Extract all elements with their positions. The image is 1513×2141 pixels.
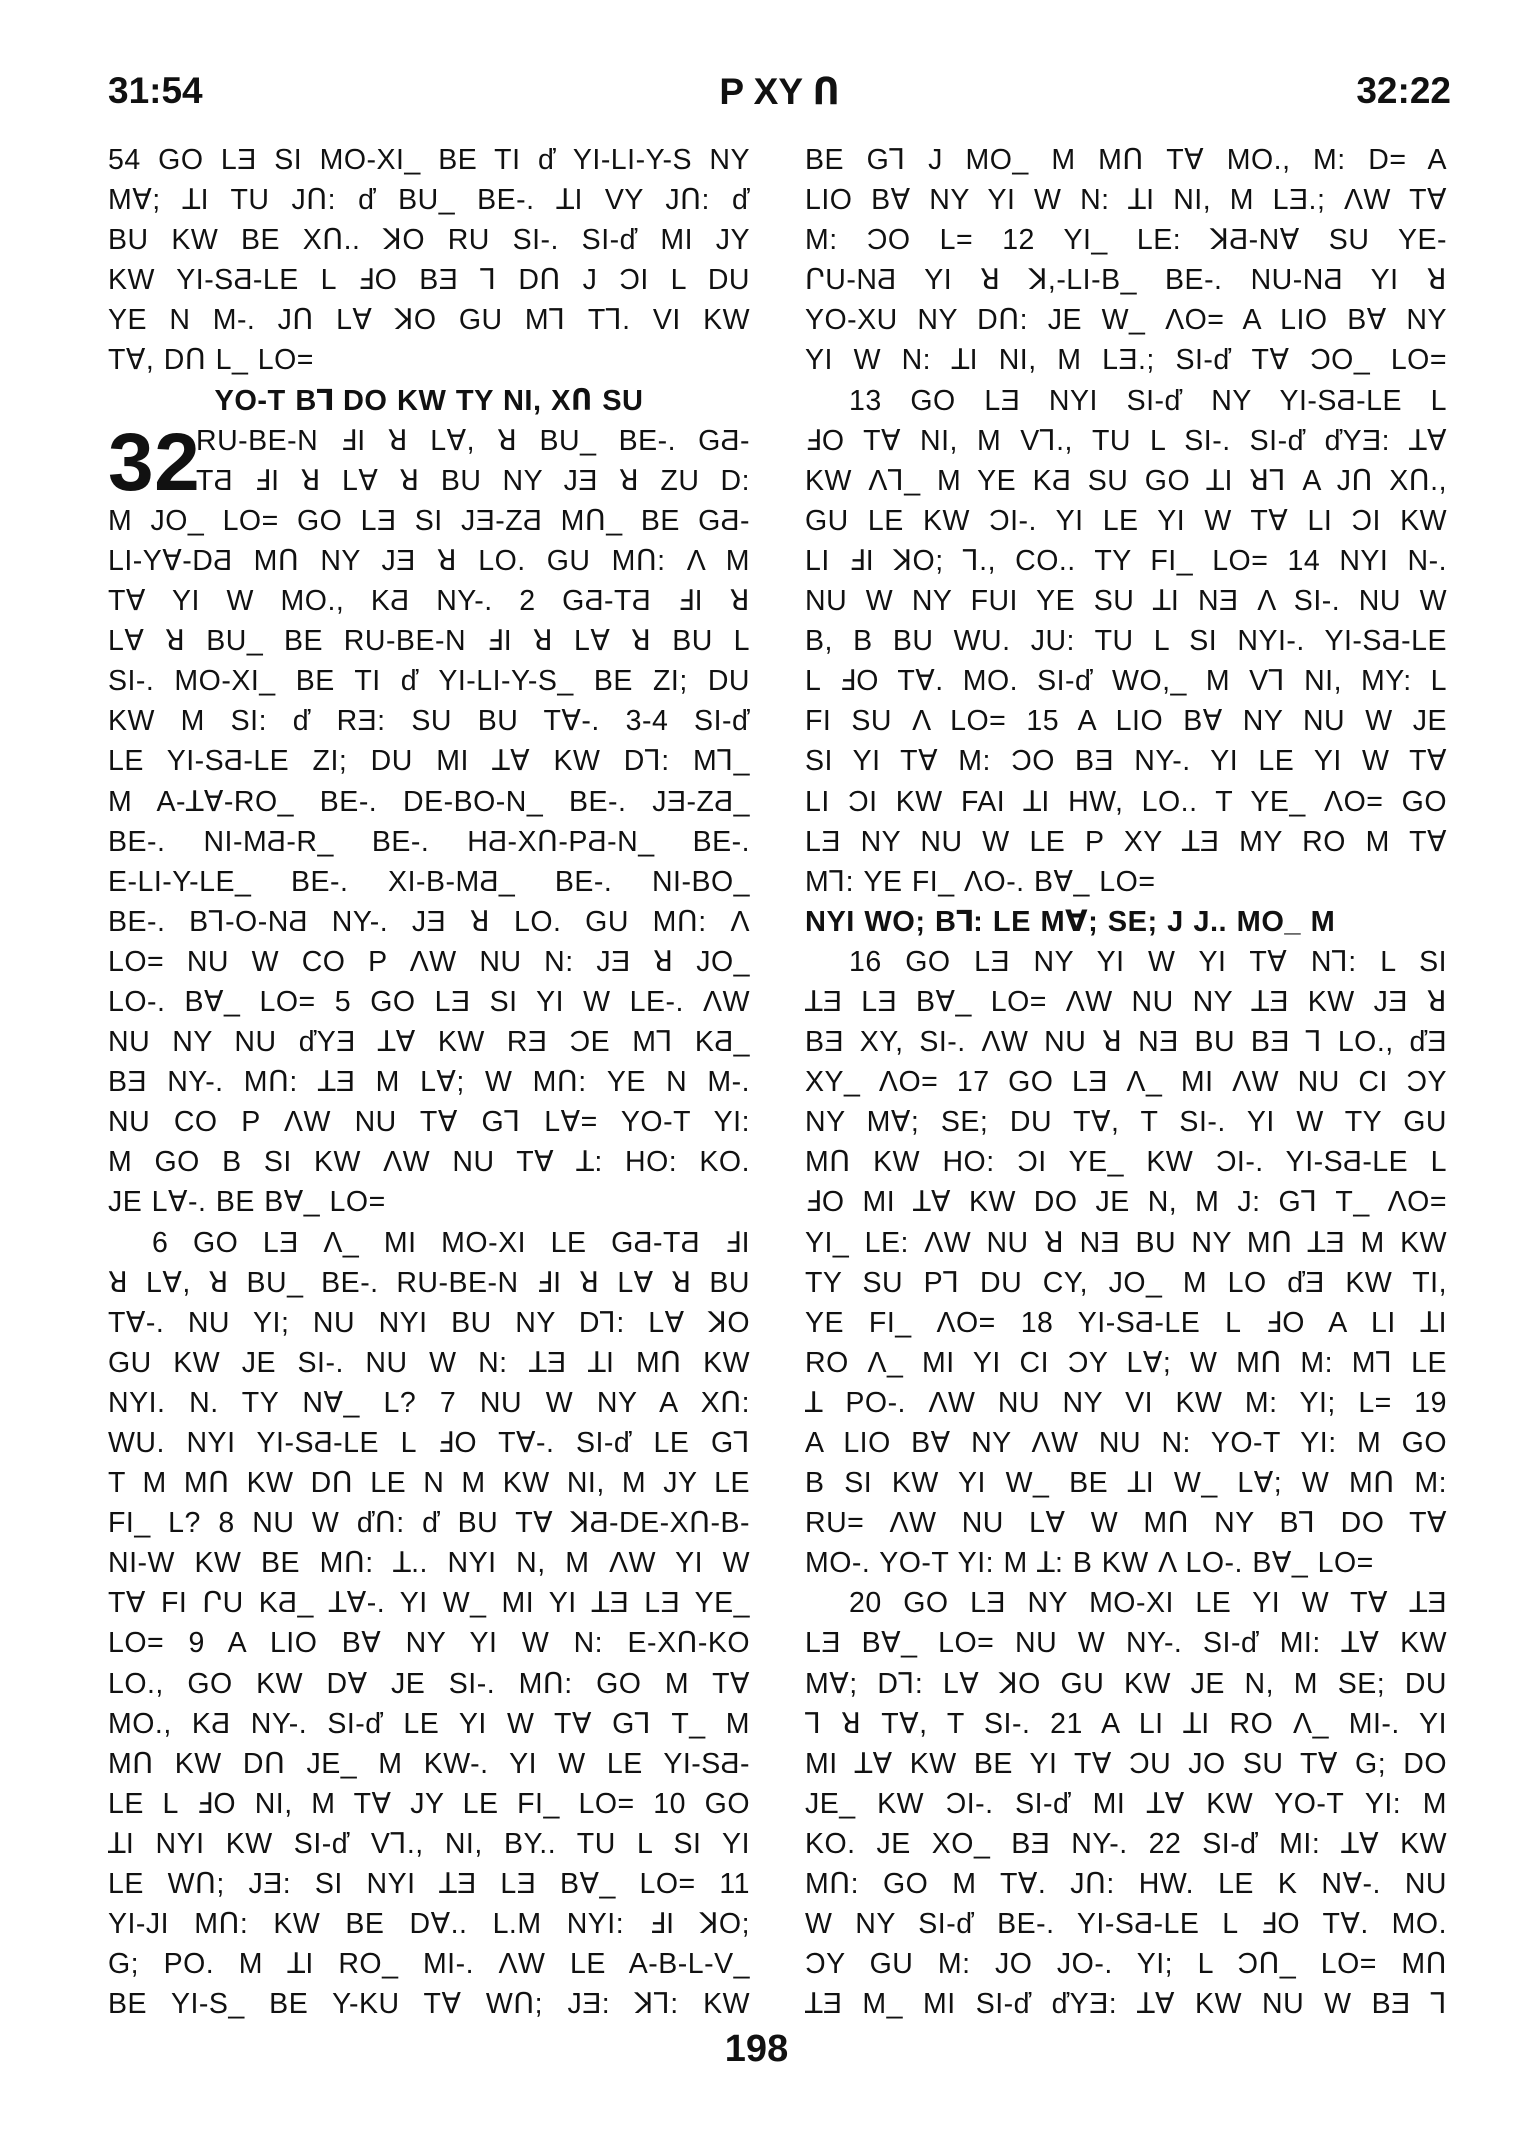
text-line: MՈ KW DՈ JE_ M KW-. YI W LE YI-SƋ-	[108, 1747, 750, 1780]
text-line: LE WՈ; JƎ: SI NYI ꓕƎ LƎ BⱯ_ LO= 11	[108, 1868, 750, 1901]
header-book-title: P XY Ո	[719, 71, 840, 112]
text-line: BU KW BE XՈ.. ꓘO RU SI-. SI-ď MI JY	[108, 224, 750, 257]
chapter-block	[108, 416, 750, 508]
text-line: BƎ XY, SI-. ΛW NU ꓤ NƎ BU BƎ ꓶ LO., ďƎ	[805, 1026, 1447, 1059]
text-line: A LIO BⱯ NY ΛW NU N: YO-T YI: M GO	[805, 1427, 1447, 1459]
text-line: M A-ꓕⱯ-RO_ BE-. DE-BO-N_ BE-. JƎ-ZƋ_	[108, 785, 750, 818]
text-line: 16 GO LƎ NY YI W YI TⱯ Nꓶ: L SI	[849, 945, 1447, 978]
text-line: MO-. YO-T YI: M ꓕ: B KW Λ LO-. BⱯ_ LO=	[805, 1547, 1374, 1580]
text-line: TⱯ, DՈ L_ LO=	[108, 344, 314, 377]
text-line: KW M SI: ď RƎ: SU BU TⱯ-. 3-4 SI-ď	[108, 705, 750, 738]
text-line: MⱯ; ꓕI TU JՈ: ď BU_ BE-. ꓕI VY JՈ: ď	[108, 184, 750, 217]
text-line: KO. JE XO_ BƎ NY-. 22 SI-ď MI: ꓕⱯ KW	[805, 1827, 1447, 1860]
text-line: TY SU Pꓶ DU CY, JO_ M LO ďƎ KW TI,	[805, 1266, 1447, 1299]
text-line: LI-YⱯ-DƋ MՈ NY JƎ ꓤ LO. GU MՈ: Λ M	[108, 544, 750, 577]
text-line: TƋ ꓞI ꓤ LⱯ ꓤ BU NY JƎ ꓤ ZU D:	[196, 464, 750, 497]
text-line: SI YI TⱯ M: ƆO BƎ NY-. YI LE YI W TⱯ	[805, 745, 1447, 778]
text-line: LO= NU W CO P ΛW NU N: JƎ ꓤ JO_	[108, 945, 750, 978]
text-line: FI_ L? 8 NU W ďՈ: ď BU TⱯ ꓘƋ-DE-XՈ-B-	[108, 1507, 750, 1540]
text-line: ꓶ ꓤ TⱯ, T SI-. 21 A LI ꓕI RO Λ_ MI-. YI	[805, 1707, 1447, 1740]
text-line: MI ꓕⱯ KW BE YI TⱯ ƆU JO SU TⱯ G; DO	[805, 1747, 1447, 1780]
section-heading: NYI WO; Bꓶ: LE MⱯ; SE; J J.. MO_ M	[805, 905, 1336, 938]
text-line: LI ꓞI ꓘO; ꓶ., CO.. TY FI_ LO= 14 NYI N-.	[805, 544, 1447, 577]
text-line: MՈ KW HO: ƆI YE_ KW ƆI-. YI-SƋ-LE L	[805, 1146, 1447, 1179]
text-line: ꓕƎ LƎ BⱯ_ LO= ΛW NU NY ꓕƎ KW JƎ ꓤ	[805, 985, 1447, 1018]
text-line: MՈ: GO M TⱯ. JՈ: HW. LE K NⱯ-. NU	[805, 1868, 1447, 1901]
text-line: BE Gꓶ J MO_ M MՈ TⱯ MO., M: D= A	[805, 144, 1447, 176]
text-line: LⱯ ꓤ BU_ BE RU-BE-N ꓞI ꓤ LⱯ ꓤ BU L	[108, 625, 750, 658]
text-line: ꓞO TⱯ NI, M Vꓶ., TU L SI-. SI-ď ďYƎ: ꓕⱯ	[805, 424, 1447, 457]
text-line: ՐU-NƋ YI ꓤ ꓘ,-LI-B_ BE-. NU-NƋ YI ꓤ	[805, 264, 1447, 297]
text-line: 6 GO LƎ Λ_ MI MO-XI LE GƋ-TƋ ꓞI	[152, 1226, 750, 1259]
text-line: NYI. N. TY NⱯ_ L? 7 NU W NY A XՈ:	[108, 1386, 750, 1419]
text-line: ꓞO MI ꓕⱯ KW DO JE N, M J: Gꓶ T_ ΛO=	[805, 1186, 1447, 1219]
text-line: RU-BE-N ꓞI ꓤ LⱯ, ꓤ BU_ BE-. GƋ-	[196, 424, 750, 457]
text-line: BE YI-S_ BE Y-KU TⱯ WՈ; JƎ: ꓘꓶ: KW	[108, 1988, 750, 2021]
text-line: LI ƆI KW FAI ꓕI HW, LO.. T YE_ ΛO= GO	[805, 785, 1447, 818]
text-line: KW Λꓶ_ M YE KƋ SU GO ꓕI ꓤꓶ A JՈ XՈ.,	[805, 464, 1447, 497]
text-line: M: ƆO L= 12 YI_ LE: ꓘƋ-NⱯ SU YE-	[805, 224, 1447, 257]
text-line: T M MՈ KW DՈ LE N M KW NI, M JY LE	[108, 1467, 750, 1500]
text-line: RO Λ_ MI YI CI ƆY LⱯ; W MՈ M: Mꓶ LE	[805, 1346, 1447, 1379]
text-line: LO-. BⱯ_ LO= 5 GO LƎ SI YI W LE-. ΛW	[108, 985, 750, 1018]
text-line: WU. NYI YI-SƋ-LE L ꓞO TⱯ-. SI-ď LE Gꓶ	[108, 1427, 750, 1459]
text-line: W NY SI-ď BE-. YI-SƋ-LE L ꓞO TⱯ. MO.	[805, 1908, 1447, 1941]
text-line: TⱯ FI ՐU KƋ_ ꓕⱯ-. YI W_ MI YI ꓕƎ LƎ YE_	[108, 1587, 750, 1620]
text-line: MⱯ; Dꓶ: LⱯ ꓘO GU KW JE N, M SE; DU	[805, 1667, 1447, 1700]
text-line: YO-XU NY DՈ: JE W_ ΛO= A LIO BⱯ NY	[805, 304, 1447, 337]
text-line: XY_ ΛO= 17 GO LƎ Λ_ MI ΛW NU CI ƆY	[805, 1066, 1447, 1099]
page-number: 198	[724, 2028, 789, 2070]
text-line: JE_ KW ƆI-. SI-ď MI ꓕⱯ KW YO-T YI: M	[805, 1787, 1447, 1820]
page-header	[108, 70, 1451, 120]
text-line: YE FI_ ΛO= 18 YI-SƋ-LE L ꓞO A LI ꓕI	[805, 1306, 1447, 1339]
text-line: TⱯ YI W MO., KƋ NY-. 2 GƋ-TƋ ꓞI ꓤ	[108, 585, 750, 618]
text-line: LƎ NY NU W LE P XY ꓕƎ MY RO M TⱯ	[805, 825, 1447, 858]
text-line: LE YI-SƋ-LE ZI; DU MI ꓕⱯ KW Dꓶ: Mꓶ_	[108, 745, 750, 778]
text-line: YI-JI MՈ: KW BE DⱯ.. L.M NYI: ꓞI ꓘO;	[108, 1908, 750, 1941]
text-line: 13 GO LƎ NYI SI-ď NY YI-SƋ-LE L	[849, 384, 1447, 417]
text-line: YI_ LE: ΛW NU ꓤ NƎ BU NY MՈ ꓕƎ M KW	[805, 1226, 1447, 1259]
text-line: LO= 9 A LIO BⱯ NY YI W N: E-XՈ-KO	[108, 1627, 750, 1660]
text-line: JE LⱯ-. BE BⱯ_ LO=	[108, 1186, 386, 1219]
text-line: NU NY NU ďYƎ ꓕⱯ KW RƎ ƆE Mꓶ KƋ_	[108, 1026, 750, 1059]
text-line: NU CO P ΛW NU TⱯ Gꓶ LⱯ= YO-T YI:	[108, 1106, 750, 1139]
text-line: KW YI-SƋ-LE L ꓞO BƎ ꓶ DՈ J ƆI L DU	[108, 264, 750, 297]
header-verse-end: 32:22	[1356, 70, 1451, 111]
text-line: ƆY GU M: JO JO-. YI; L ƆՈ_ LO= MՈ	[805, 1948, 1447, 1981]
text-line: 20 GO LƎ NY MO-XI LE YI W TⱯ ꓕƎ	[849, 1587, 1447, 1620]
text-line: LIO BⱯ NY YI W N: ꓕI NI, M LƎ.; ΛW TⱯ	[805, 184, 1447, 217]
text-line: E-LI-Y-LE_ BE-. XI-B-MƋ_ BE-. NI-BO_	[108, 865, 750, 898]
text-line: NU W NY FUI YE SU ꓕI NƎ Λ SI-. NU W	[805, 585, 1447, 618]
text-line: ꓕƎ M_ MI SI-ď ďYƎ: ꓕⱯ KW NU W BƎ ꓶ	[805, 1988, 1447, 2021]
text-line: G; PO. M ꓕI RO_ MI-. ΛW LE A-B-L-V_	[108, 1948, 750, 1981]
text-line: LO., GO KW DⱯ JE SI-. MՈ: GO M TⱯ	[108, 1667, 750, 1700]
chapter-number: 32	[108, 416, 201, 508]
text-line: SI-. MO-XI_ BE TI ď YI-LI-Y-S_ BE ZI; DU	[108, 665, 750, 698]
text-line: GU KW JE SI-. NU W N: ꓕƎ ꓕI MՈ KW	[108, 1346, 750, 1379]
text-line: FI SU Λ LO= 15 A LIO BⱯ NY NU W JE	[805, 705, 1447, 738]
text-line: BƎ NY-. MՈ: ꓕƎ M LⱯ; W MՈ: YE N M-.	[108, 1066, 750, 1099]
text-line: ꓕI NYI KW SI-ď Vꓶ., NI, BY.. TU L SI YI	[108, 1827, 750, 1860]
text-line: M GO B SI KW ΛW NU TⱯ ꓕ: HO: KO.	[108, 1146, 750, 1179]
text-line: B SI KW YI W_ BE ꓕI W_ LⱯ; W MՈ M:	[805, 1467, 1447, 1500]
text-line: LE L ꓞO NI, M TⱯ JY LE FI_ LO= 10 GO	[108, 1787, 750, 1820]
text-line: L ꓞO TⱯ. MO. SI-ď WO,_ M Vꓶ NI, MY: L	[805, 665, 1447, 698]
text-line: GU LE KW ƆI-. YI LE YI W TⱯ LI ƆI KW	[805, 504, 1447, 537]
text-line: NI-W KW BE MՈ: ꓕ.. NYI N, M ΛW YI W	[108, 1547, 750, 1580]
header-verse-start: 31:54	[108, 70, 203, 111]
text-line: Mꓶ: YE FI_ ΛO-. BⱯ_ LO=	[805, 865, 1156, 898]
left-column	[108, 140, 750, 2024]
text-line: M JO_ LO= GO LƎ SI JƎ-ZƋ MՈ_ BE GƋ-	[108, 504, 750, 537]
text-line: BE-. NI-MƋ-R_ BE-. HƋ-XՈ-PƋ-N_ BE-.	[108, 825, 750, 858]
text-line: MO., KƋ NY-. SI-ď LE YI W TⱯ Gꓶ T_ M	[108, 1707, 750, 1740]
text-line: TⱯ-. NU YI; NU NYI BU NY Dꓶ: LⱯ ꓘO	[108, 1306, 750, 1339]
text-line: ꓕ PO-. ΛW NU NY VI KW M: YI; L= 19	[805, 1386, 1447, 1419]
right-column	[805, 140, 1447, 2024]
text-line: 54 GO LƎ SI MO-XI_ BE TI ď YI-LI-Y-S NY	[108, 144, 750, 176]
text-line: B, B BU WU. JU: TU L SI NYI-. YI-SƋ-LE	[805, 625, 1447, 658]
text-line: ꓤ LⱯ, ꓤ BU_ BE-. RU-BE-N ꓞI ꓤ LⱯ ꓤ BU	[108, 1266, 750, 1299]
text-line: LƎ BⱯ_ LO= NU W NY-. SI-ď MI: ꓕⱯ KW	[805, 1627, 1447, 1660]
text-line: RU= ΛW NU LⱯ W MՈ NY Bꓶ DO TⱯ	[805, 1507, 1447, 1540]
text-line: YI W N: ꓕI NI, M LƎ.; SI-ď TⱯ ƆO_ LO=	[805, 344, 1447, 377]
text-line: BE-. Bꓶ-O-NƋ NY-. JƎ ꓤ LO. GU MՈ: Λ	[108, 905, 750, 938]
text-line: NY MⱯ; SE; DU TⱯ, T SI-. YI W TY GU	[805, 1106, 1447, 1139]
section-heading: YO-T Bꓶ DO KW TY NI, XՈ SU	[214, 384, 644, 417]
text-line: YE N M-. JՈ LⱯ ꓘO GU Mꓶ Tꓶ. VI KW	[108, 304, 750, 337]
